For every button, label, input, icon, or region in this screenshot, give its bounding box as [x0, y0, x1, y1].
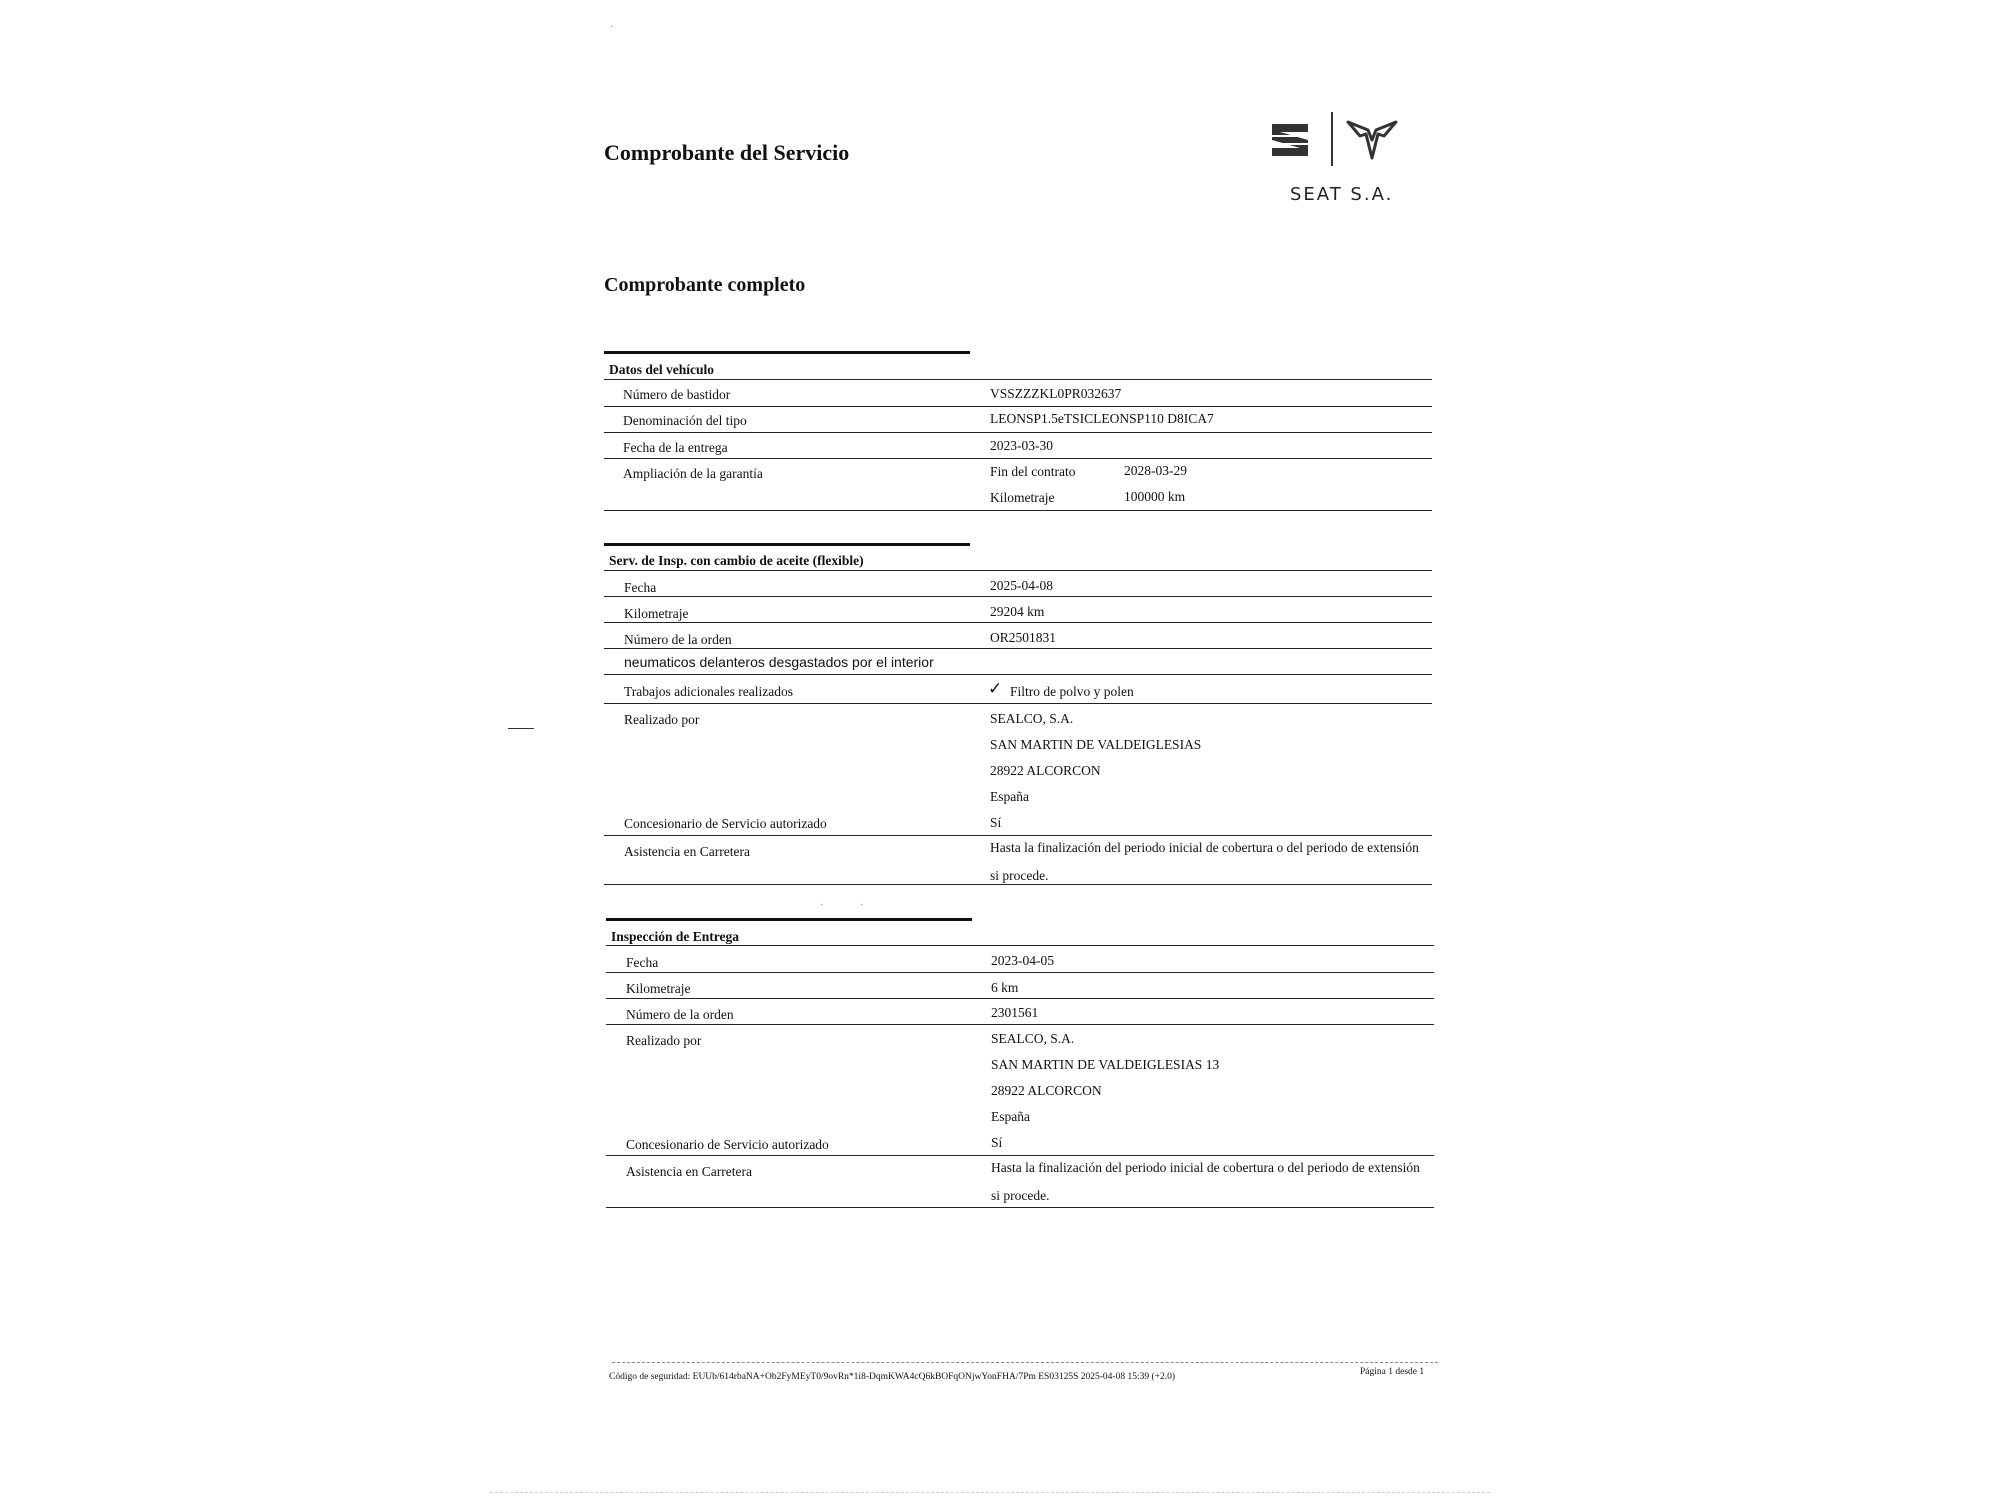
section-bar: [606, 918, 972, 921]
row-divider: [604, 406, 1432, 407]
field-label: Asistencia en Carretera: [626, 1164, 752, 1179]
address-line: España: [990, 789, 1029, 804]
row-divider: [604, 432, 1432, 433]
address-line: 28922 ALCORCON: [991, 1083, 1102, 1098]
row-divider: [604, 379, 1432, 380]
field-label: Kilometraje: [626, 981, 691, 996]
section-heading: Inspección de Entrega: [611, 929, 740, 944]
row-divider: [604, 648, 1432, 649]
section-bar: [604, 351, 970, 354]
field-label: Denominación del tipo: [623, 413, 747, 428]
warranty-km-label: Kilometraje: [990, 490, 1055, 505]
field-label: Realizado por: [626, 1033, 702, 1048]
field-value: Filtro de polvo y polen: [1010, 684, 1134, 699]
field-label: Ampliación de la garantía: [623, 466, 763, 481]
margin-mark: [508, 728, 534, 729]
check-icon: ✓: [988, 679, 1003, 698]
address-line: SEALCO, S.A.: [991, 1031, 1075, 1046]
row-divider: [604, 622, 1432, 623]
field-label: Kilometraje: [624, 606, 689, 621]
scan-mark: ·: [860, 900, 864, 911]
page-title: Comprobante del Servicio: [604, 140, 850, 165]
field-value: VSSZZZKL0PR032637: [990, 386, 1122, 401]
row-divider: [606, 1155, 1434, 1156]
row-divider: [606, 945, 1434, 946]
field-label: Trabajos adicionales realizados: [624, 684, 793, 699]
field-label: Número de bastidor: [623, 387, 731, 402]
field-value: Hasta la finalización del periodo inicial de cobertura o del periodo de extensión: [990, 840, 1419, 855]
field-label: Fecha: [626, 955, 659, 970]
address-line: SAN MARTIN DE VALDEIGLESIAS: [990, 737, 1202, 752]
footer-divider: [612, 1362, 1438, 1363]
scan-mark: ·: [610, 22, 614, 33]
warranty-km-value: 100000 km: [1124, 489, 1186, 504]
row-divider: [604, 703, 1432, 704]
section-heading: Datos del vehículo: [609, 362, 715, 377]
row-divider: [606, 1207, 1434, 1208]
field-label: Número de la orden: [626, 1007, 734, 1022]
field-value: 6 km: [991, 980, 1019, 995]
cupra-logo-icon: [1346, 118, 1398, 162]
document-subtitle: Comprobante completo: [604, 274, 806, 296]
field-value: LEONSP1.5eTSICLEONSP110 D8ICA7: [990, 411, 1214, 426]
row-divider: [604, 835, 1432, 836]
field-value: 2023-03-30: [990, 438, 1053, 453]
row-divider: [604, 458, 1432, 459]
scan-edge: [490, 1492, 1490, 1493]
field-value: OR2501831: [990, 630, 1057, 645]
seat-logo-icon: [1268, 120, 1312, 160]
row-divider: [604, 884, 1432, 885]
row-divider: [604, 674, 1432, 675]
field-value: 2025-04-08: [990, 578, 1053, 593]
field-value: si procede.: [991, 1188, 1050, 1203]
field-value: Sí: [991, 1135, 1003, 1150]
row-divider: [606, 972, 1434, 973]
row-divider: [604, 570, 1432, 571]
field-label: Realizado por: [624, 712, 700, 727]
field-label: Fecha: [624, 580, 657, 595]
field-value: 29204 km: [990, 604, 1045, 619]
field-label: Fecha de la entrega: [623, 440, 728, 455]
address-line: SAN MARTIN DE VALDEIGLESIAS 13: [991, 1057, 1220, 1072]
field-value: Hasta la finalización del periodo inicial de cobertura o del periodo de extensión: [991, 1160, 1420, 1175]
service-note: neumaticos delanteros desgastados por el interior: [624, 654, 934, 670]
field-label: Concesionario de Servicio autorizado: [626, 1137, 829, 1152]
page-number: Página 1 desde 1: [1360, 1367, 1425, 1377]
address-line: SEALCO, S.A.: [990, 711, 1074, 726]
address-line: España: [991, 1109, 1030, 1124]
section-heading: Serv. de Insp. con cambio de aceite (flexible): [609, 553, 864, 568]
field-label: Número de la orden: [624, 632, 732, 647]
logo-divider: [1331, 112, 1333, 166]
row-divider: [606, 1024, 1434, 1025]
address-line: 28922 ALCORCON: [990, 763, 1101, 778]
contract-end-label: Fin del contrato: [990, 464, 1076, 479]
brand-name: SEAT S.A.: [1290, 184, 1394, 205]
row-divider: [604, 596, 1432, 597]
contract-end-value: 2028-03-29: [1124, 463, 1187, 478]
field-value: Sí: [990, 815, 1002, 830]
scan-mark: ·: [820, 900, 824, 911]
field-value: 2301561: [991, 1005, 1039, 1020]
field-value: si procede.: [990, 868, 1049, 883]
field-label: Concesionario de Servicio autorizado: [624, 816, 827, 831]
field-value: 2023-04-05: [991, 953, 1054, 968]
field-label: Asistencia en Carretera: [624, 844, 750, 859]
row-divider: [604, 510, 1432, 511]
section-bar: [604, 543, 970, 546]
security-code: Código de seguridad: EUUb/614rbaNA+Ob2FyMEyT0/9ovRn*1i8-DqmKWA4cQ6kBOFqONjwYonFHA/7Pm ES03125S 2025-04-08 15:39 (+2.0): [609, 1372, 1176, 1382]
row-divider: [606, 998, 1434, 999]
